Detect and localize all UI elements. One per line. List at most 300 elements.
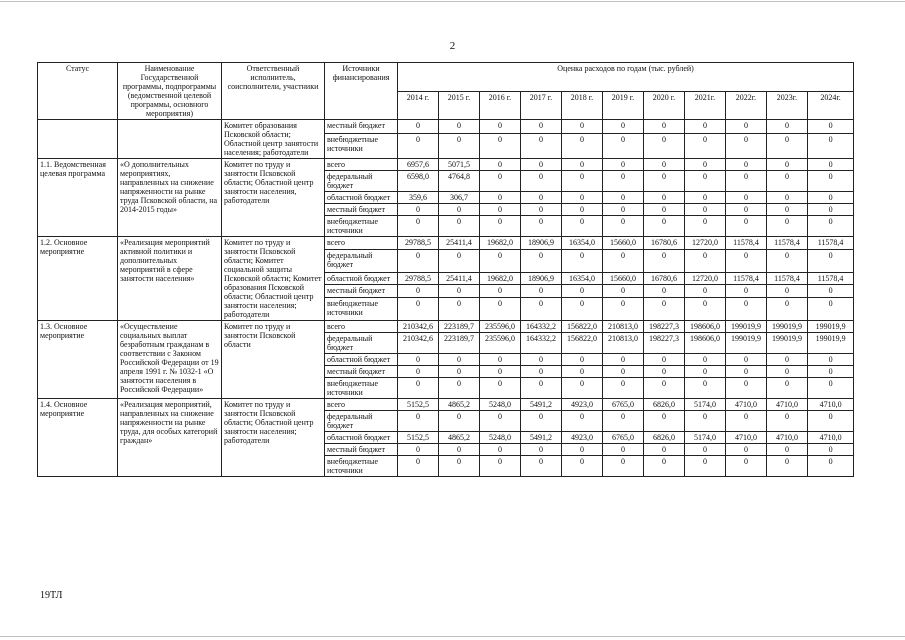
amount-cell: 0 — [398, 456, 439, 477]
amount-cell: 0 — [685, 298, 726, 321]
amount-cell: 0 — [439, 298, 480, 321]
amount-cell: 0 — [562, 120, 603, 134]
amount-cell: 12720,0 — [685, 237, 726, 250]
amount-cell: 0 — [480, 378, 521, 399]
responsible-cell: Комитет по труду и занятости Псковской области; Областной центр занятости населения, работодатели — [222, 159, 325, 237]
amount-cell: 0 — [603, 411, 644, 432]
amount-cell: 156822,0 — [562, 321, 603, 333]
amount-cell: 0 — [808, 134, 854, 159]
amount-cell: 0 — [726, 192, 767, 204]
amount-cell: 0 — [644, 171, 685, 192]
status-cell: 1.4. Основное мероприятие — [38, 399, 118, 477]
amount-cell: 4764,8 — [439, 171, 480, 192]
amount-cell: 0 — [521, 298, 562, 321]
amount-cell: 16354,0 — [562, 272, 603, 285]
funding-source-cell: местный бюджет — [325, 285, 398, 298]
amount-cell: 0 — [767, 298, 808, 321]
header-year: 2015 г. — [439, 91, 480, 120]
scan-edge-top — [0, 1, 905, 2]
amount-cell: 0 — [644, 378, 685, 399]
amount-cell: 199019,9 — [767, 321, 808, 333]
amount-cell: 18906,9 — [521, 272, 562, 285]
amount-cell: 198227,3 — [644, 321, 685, 333]
footer-code: 19ТЛ — [40, 590, 63, 601]
amount-cell: 0 — [767, 456, 808, 477]
amount-cell: 0 — [562, 171, 603, 192]
amount-cell: 0 — [603, 354, 644, 366]
amount-cell: 0 — [603, 120, 644, 134]
amount-cell: 0 — [439, 378, 480, 399]
amount-cell: 4710,0 — [726, 432, 767, 444]
amount-cell: 0 — [685, 192, 726, 204]
amount-cell: 4710,0 — [726, 399, 767, 411]
table-row — [38, 399, 854, 411]
amount-cell: 0 — [726, 444, 767, 456]
amount-cell: 0 — [439, 366, 480, 378]
amount-cell: 0 — [562, 249, 603, 272]
amount-cell: 0 — [439, 134, 480, 159]
amount-cell: 0 — [480, 366, 521, 378]
amount-cell: 0 — [808, 366, 854, 378]
header-year: 2022г. — [726, 91, 767, 120]
amount-cell: 0 — [521, 204, 562, 216]
amount-cell: 0 — [685, 378, 726, 399]
amount-cell: 0 — [562, 444, 603, 456]
amount-cell: 4923,0 — [562, 399, 603, 411]
header-year: 2020 г. — [644, 91, 685, 120]
amount-cell: 0 — [644, 249, 685, 272]
amount-cell: 6957,6 — [398, 159, 439, 171]
amount-cell: 0 — [726, 411, 767, 432]
header-year: 2014 г. — [398, 91, 439, 120]
amount-cell: 6598,0 — [398, 171, 439, 192]
amount-cell: 0 — [603, 285, 644, 298]
amount-cell: 0 — [521, 354, 562, 366]
funding-source-cell: внебюджетные источники — [325, 298, 398, 321]
amount-cell: 5248,0 — [480, 399, 521, 411]
amount-cell: 19682,0 — [480, 237, 521, 250]
funding-source-cell: внебюджетные источники — [325, 456, 398, 477]
amount-cell: 0 — [726, 285, 767, 298]
responsible-cell: Комитет образования Псковской области; Областной центр занятости населения; работодатели — [222, 120, 325, 159]
amount-cell: 15660,0 — [603, 237, 644, 250]
table-row — [38, 321, 854, 333]
responsible-cell: Комитет по труду и занятости Псковской области — [222, 321, 325, 399]
funding-source-cell: федеральный бюджет — [325, 249, 398, 272]
amount-cell: 164332,2 — [521, 321, 562, 333]
amount-cell: 5174,0 — [685, 399, 726, 411]
amount-cell: 0 — [603, 249, 644, 272]
funding-source-cell: местный бюджет — [325, 366, 398, 378]
amount-cell: 164332,2 — [521, 333, 562, 354]
amount-cell: 0 — [480, 249, 521, 272]
program-name-cell: «Осуществление социальных выплат безработным гражданам в соответствии с Законом Российской Федерации от 19 апреля 1991 г. № 1032-1 «О занятости населения в Российской Федерации» — [118, 321, 222, 399]
amount-cell: 0 — [398, 216, 439, 237]
amount-cell: 5152,5 — [398, 399, 439, 411]
status-cell: 1.3. Основное мероприятие — [38, 321, 118, 399]
amount-cell: 198606,0 — [685, 333, 726, 354]
amount-cell: 0 — [480, 204, 521, 216]
amount-cell: 0 — [521, 444, 562, 456]
amount-cell: 5174,0 — [685, 432, 726, 444]
amount-cell: 0 — [603, 204, 644, 216]
amount-cell: 0 — [521, 378, 562, 399]
amount-cell: 0 — [603, 171, 644, 192]
amount-cell: 223189,7 — [439, 321, 480, 333]
amount-cell: 0 — [767, 204, 808, 216]
amount-cell: 0 — [644, 366, 685, 378]
amount-cell: 11578,4 — [808, 237, 854, 250]
amount-cell: 16780,6 — [644, 237, 685, 250]
amount-cell: 0 — [480, 216, 521, 237]
amount-cell: 235596,0 — [480, 333, 521, 354]
funding-source-cell: внебюджетные источники — [325, 378, 398, 399]
amount-cell: 4710,0 — [808, 399, 854, 411]
scan-edge-bottom — [0, 636, 905, 637]
amount-cell: 198606,0 — [685, 321, 726, 333]
amount-cell: 25411,4 — [439, 272, 480, 285]
amount-cell: 0 — [521, 134, 562, 159]
amount-cell: 0 — [685, 366, 726, 378]
amount-cell: 29788,5 — [398, 272, 439, 285]
amount-cell: 0 — [808, 216, 854, 237]
funding-source-cell: областной бюджет — [325, 354, 398, 366]
header-year: 2023г. — [767, 91, 808, 120]
amount-cell: 0 — [439, 285, 480, 298]
header-year: 2016 г. — [480, 91, 521, 120]
amount-cell: 0 — [398, 249, 439, 272]
program-name-cell: «О дополнительных мероприятиях, направленных на снижение напряженности на рынке труда Псковской области, на 2014-2015 годы» — [118, 159, 222, 237]
funding-source-cell: всего — [325, 159, 398, 171]
amount-cell: 0 — [480, 456, 521, 477]
amount-cell: 210342,6 — [398, 333, 439, 354]
header-year: 2019 г. — [603, 91, 644, 120]
amount-cell: 0 — [808, 159, 854, 171]
amount-cell: 0 — [685, 159, 726, 171]
amount-cell: 11578,4 — [726, 237, 767, 250]
amount-cell: 0 — [398, 285, 439, 298]
amount-cell: 11578,4 — [767, 272, 808, 285]
amount-cell: 0 — [767, 216, 808, 237]
amount-cell: 0 — [685, 171, 726, 192]
amount-cell: 0 — [644, 216, 685, 237]
amount-cell: 0 — [562, 159, 603, 171]
amount-cell: 5248,0 — [480, 432, 521, 444]
amount-cell: 0 — [480, 411, 521, 432]
amount-cell: 0 — [726, 354, 767, 366]
amount-cell: 0 — [767, 249, 808, 272]
amount-cell: 0 — [726, 298, 767, 321]
amount-cell: 0 — [644, 456, 685, 477]
amount-cell: 0 — [521, 366, 562, 378]
table-body — [38, 120, 854, 477]
amount-cell: 6765,0 — [603, 432, 644, 444]
amount-cell: 0 — [439, 204, 480, 216]
amount-cell: 0 — [439, 444, 480, 456]
amount-cell: 0 — [480, 444, 521, 456]
amount-cell: 0 — [808, 354, 854, 366]
amount-cell: 0 — [644, 444, 685, 456]
amount-cell: 0 — [398, 378, 439, 399]
amount-cell: 0 — [439, 120, 480, 134]
amount-cell: 0 — [808, 285, 854, 298]
page-number: 2 — [449, 40, 456, 52]
amount-cell: 0 — [726, 204, 767, 216]
amount-cell: 0 — [480, 171, 521, 192]
amount-cell: 0 — [603, 456, 644, 477]
amount-cell: 6826,0 — [644, 432, 685, 444]
table-row — [38, 159, 854, 171]
amount-cell: 0 — [767, 366, 808, 378]
amount-cell: 235596,0 — [480, 321, 521, 333]
amount-cell: 4865,2 — [439, 399, 480, 411]
amount-cell: 0 — [767, 354, 808, 366]
amount-cell: 5071,5 — [439, 159, 480, 171]
amount-cell: 5152,5 — [398, 432, 439, 444]
header-name: Наименование Государственной программы, подпрограммы (ведомственной целевой программы, основного мероприятия) — [118, 63, 222, 120]
amount-cell: 0 — [644, 204, 685, 216]
amount-cell: 0 — [685, 204, 726, 216]
amount-cell: 0 — [480, 285, 521, 298]
funding-source-cell: всего — [325, 399, 398, 411]
amount-cell: 0 — [726, 378, 767, 399]
amount-cell: 0 — [603, 134, 644, 159]
amount-cell: 0 — [685, 120, 726, 134]
header-estimate: Оценка расходов по годам (тыс. рублей) — [398, 63, 854, 92]
amount-cell: 0 — [726, 120, 767, 134]
amount-cell: 19682,0 — [480, 272, 521, 285]
amount-cell: 0 — [808, 249, 854, 272]
amount-cell: 0 — [480, 134, 521, 159]
amount-cell: 199019,9 — [726, 321, 767, 333]
funding-source-cell: внебюджетные источники — [325, 134, 398, 159]
header-year: 2024г. — [808, 91, 854, 120]
amount-cell: 0 — [480, 298, 521, 321]
amount-cell: 0 — [521, 171, 562, 192]
amount-cell: 0 — [603, 444, 644, 456]
header-status: Статус — [38, 63, 118, 120]
amount-cell: 0 — [726, 456, 767, 477]
amount-cell: 0 — [808, 456, 854, 477]
amount-cell: 0 — [603, 159, 644, 171]
amount-cell: 0 — [767, 171, 808, 192]
funding-source-cell: федеральный бюджет — [325, 171, 398, 192]
amount-cell: 0 — [726, 159, 767, 171]
amount-cell: 0 — [521, 285, 562, 298]
amount-cell: 199019,9 — [767, 333, 808, 354]
amount-cell: 0 — [562, 411, 603, 432]
amount-cell: 0 — [521, 216, 562, 237]
amount-cell: 0 — [644, 192, 685, 204]
amount-cell: 0 — [767, 159, 808, 171]
amount-cell: 25411,4 — [439, 237, 480, 250]
funding-source-cell: областной бюджет — [325, 272, 398, 285]
amount-cell: 0 — [644, 298, 685, 321]
amount-cell: 0 — [808, 444, 854, 456]
funding-source-cell: федеральный бюджет — [325, 333, 398, 354]
amount-cell: 0 — [562, 285, 603, 298]
amount-cell: 0 — [767, 444, 808, 456]
amount-cell: 156822,0 — [562, 333, 603, 354]
amount-cell: 5491,2 — [521, 432, 562, 444]
amount-cell: 16354,0 — [562, 237, 603, 250]
amount-cell: 0 — [439, 456, 480, 477]
header-year: 2018 г. — [562, 91, 603, 120]
amount-cell: 306,7 — [439, 192, 480, 204]
amount-cell: 199019,9 — [808, 321, 854, 333]
amount-cell: 0 — [644, 411, 685, 432]
amount-cell: 0 — [603, 378, 644, 399]
amount-cell: 18906,9 — [521, 237, 562, 250]
amount-cell: 0 — [603, 192, 644, 204]
amount-cell: 0 — [808, 204, 854, 216]
amount-cell: 0 — [644, 285, 685, 298]
amount-cell: 5491,2 — [521, 399, 562, 411]
amount-cell: 11578,4 — [808, 272, 854, 285]
amount-cell: 0 — [562, 134, 603, 159]
amount-cell: 359,6 — [398, 192, 439, 204]
amount-cell: 0 — [644, 120, 685, 134]
amount-cell: 0 — [439, 411, 480, 432]
amount-cell: 0 — [726, 171, 767, 192]
amount-cell: 0 — [767, 134, 808, 159]
budget-table — [37, 62, 854, 477]
amount-cell: 199019,9 — [808, 333, 854, 354]
amount-cell: 210813,0 — [603, 321, 644, 333]
amount-cell: 0 — [808, 171, 854, 192]
amount-cell: 0 — [685, 456, 726, 477]
amount-cell: 6765,0 — [603, 399, 644, 411]
amount-cell: 0 — [685, 411, 726, 432]
amount-cell: 0 — [398, 120, 439, 134]
amount-cell: 0 — [562, 192, 603, 204]
amount-cell: 4865,2 — [439, 432, 480, 444]
amount-cell: 0 — [480, 354, 521, 366]
amount-cell: 0 — [521, 120, 562, 134]
table-row — [38, 237, 854, 250]
amount-cell: 0 — [685, 285, 726, 298]
amount-cell: 0 — [767, 411, 808, 432]
amount-cell: 223189,7 — [439, 333, 480, 354]
header-responsible: Ответственный исполнитель, соисполнители, участники — [222, 63, 325, 120]
amount-cell: 0 — [726, 249, 767, 272]
amount-cell: 0 — [726, 216, 767, 237]
amount-cell: 0 — [685, 354, 726, 366]
amount-cell: 0 — [726, 134, 767, 159]
amount-cell: 0 — [398, 366, 439, 378]
funding-source-cell: областной бюджет — [325, 192, 398, 204]
amount-cell: 0 — [562, 456, 603, 477]
amount-cell: 0 — [767, 378, 808, 399]
amount-cell: 15660,0 — [603, 272, 644, 285]
responsible-cell: Комитет по труду и занятости Псковской области; Комитет социальной защиты Псковской области; Комитет образования Псковской области; Областной центр занятости населения; работодатели — [222, 237, 325, 321]
amount-cell: 0 — [644, 134, 685, 159]
amount-cell: 0 — [767, 120, 808, 134]
status-cell: 1.2. Основное мероприятие — [38, 237, 118, 321]
amount-cell: 0 — [808, 378, 854, 399]
amount-cell: 0 — [439, 249, 480, 272]
amount-cell: 0 — [767, 192, 808, 204]
amount-cell: 0 — [767, 285, 808, 298]
amount-cell: 6826,0 — [644, 399, 685, 411]
amount-cell: 0 — [644, 159, 685, 171]
amount-cell: 0 — [808, 192, 854, 204]
amount-cell: 0 — [808, 298, 854, 321]
amount-cell: 0 — [644, 354, 685, 366]
amount-cell: 0 — [562, 204, 603, 216]
funding-source-cell: всего — [325, 321, 398, 333]
amount-cell: 0 — [521, 456, 562, 477]
funding-source-cell: внебюджетные источники — [325, 216, 398, 237]
amount-cell: 199019,9 — [726, 333, 767, 354]
amount-cell: 0 — [685, 444, 726, 456]
amount-cell: 0 — [480, 159, 521, 171]
funding-source-cell: местный бюджет — [325, 204, 398, 216]
amount-cell: 210813,0 — [603, 333, 644, 354]
funding-source-cell: местный бюджет — [325, 444, 398, 456]
amount-cell: 0 — [726, 366, 767, 378]
amount-cell: 0 — [439, 216, 480, 237]
amount-cell: 0 — [521, 411, 562, 432]
amount-cell: 0 — [480, 192, 521, 204]
program-name-cell: «Реализация мероприятий активной политики и дополнительных мероприятий в сфере занятости населения» — [118, 237, 222, 321]
header-year: 2017 г. — [521, 91, 562, 120]
amount-cell: 0 — [685, 216, 726, 237]
amount-cell: 0 — [398, 411, 439, 432]
amount-cell: 0 — [603, 298, 644, 321]
amount-cell: 0 — [398, 204, 439, 216]
responsible-cell: Комитет по труду и занятости Псковской области; Областной центр занятости населения; работодатели — [222, 399, 325, 477]
amount-cell: 0 — [685, 249, 726, 272]
status-cell — [38, 120, 118, 159]
amount-cell: 29788,5 — [398, 237, 439, 250]
amount-cell: 210342,6 — [398, 321, 439, 333]
amount-cell: 198227,3 — [644, 333, 685, 354]
funding-source-cell: областной бюджет — [325, 432, 398, 444]
amount-cell: 0 — [562, 298, 603, 321]
amount-cell: 0 — [603, 216, 644, 237]
amount-cell: 0 — [480, 120, 521, 134]
amount-cell: 0 — [685, 134, 726, 159]
status-cell: 1.1. Ведомственная целевая программа — [38, 159, 118, 237]
amount-cell: 4710,0 — [767, 432, 808, 444]
header-sources: Источники финансирования — [325, 63, 398, 120]
amount-cell: 0 — [808, 120, 854, 134]
amount-cell: 0 — [808, 411, 854, 432]
amount-cell: 0 — [603, 366, 644, 378]
amount-cell: 11578,4 — [767, 237, 808, 250]
program-name-cell: «Реализация мероприятий, направленных на снижение напряженности на рынке труда, для особых категорий граждан» — [118, 399, 222, 477]
amount-cell: 0 — [521, 249, 562, 272]
amount-cell: 12720,0 — [685, 272, 726, 285]
amount-cell: 0 — [398, 444, 439, 456]
amount-cell: 4710,0 — [808, 432, 854, 444]
amount-cell: 11578,4 — [726, 272, 767, 285]
amount-cell: 16780,6 — [644, 272, 685, 285]
amount-cell: 0 — [562, 378, 603, 399]
funding-source-cell: федеральный бюджет — [325, 411, 398, 432]
amount-cell: 0 — [439, 354, 480, 366]
amount-cell: 0 — [562, 366, 603, 378]
amount-cell: 0 — [398, 134, 439, 159]
amount-cell: 0 — [521, 159, 562, 171]
amount-cell: 0 — [562, 354, 603, 366]
amount-cell: 4923,0 — [562, 432, 603, 444]
header-year: 2021г. — [685, 91, 726, 120]
amount-cell: 0 — [398, 354, 439, 366]
program-name-cell — [118, 120, 222, 159]
funding-source-cell: местный бюджет — [325, 120, 398, 134]
